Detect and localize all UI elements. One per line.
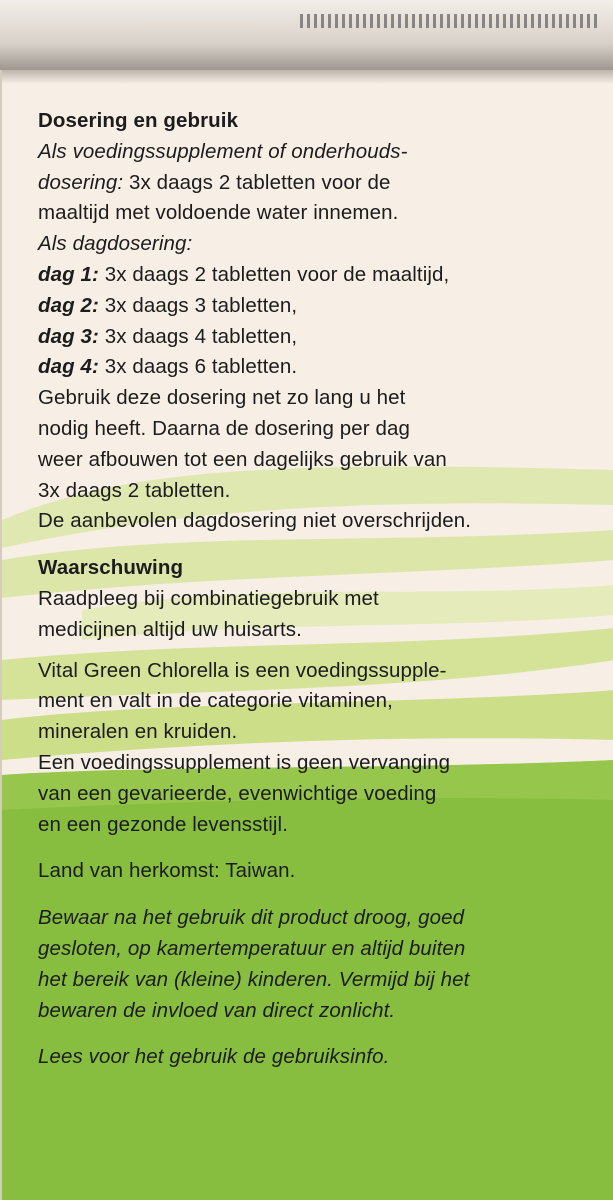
usage-line: Gebruik deze dosering net zo lang u het xyxy=(38,386,406,410)
supplement-text: 3x daags 2 tabletten voor de xyxy=(123,170,391,194)
warning-heading: Waarschuwing xyxy=(38,556,184,580)
supplement-line-1 xyxy=(38,137,598,168)
day-label: dag 3: xyxy=(38,324,99,348)
usage-line: 3x daags 2 tabletten. xyxy=(38,478,231,502)
day-text: 3x daags 4 tabletten, xyxy=(98,324,298,348)
storage-line: het bereik van (kleine) kinderen. Vermijd bij het xyxy=(38,967,470,991)
replacement-line: en een gezonde levensstijl. xyxy=(38,812,289,836)
storage-line: gesloten, op kamertemperatuur en altijd buiten xyxy=(38,936,466,960)
day-text: 3x daags 2 tabletten voor de maaltijd, xyxy=(98,262,450,286)
supplement-line-3: maaltijd met voldoende water innemen. xyxy=(38,201,399,225)
day-3-line xyxy=(38,322,598,353)
day-text: 3x daags 3 tabletten, xyxy=(98,293,298,317)
replacement-line: Een voedingssupplement is geen vervanging xyxy=(38,750,451,774)
category-line: Vital Green Chlorella is een voedingssupple- xyxy=(38,658,447,682)
supplement-line-2 xyxy=(38,168,598,199)
day-label: dag 1: xyxy=(38,262,99,286)
no-exceed-line: De aanbevolen dagdosering niet overschrijden. xyxy=(38,509,472,533)
day-4-line xyxy=(38,352,598,383)
storage-line: Bewaar na het gebruik dit product droog, goed xyxy=(38,906,465,930)
day-2-line xyxy=(38,291,598,322)
origin-line: Land van herkomst: Taiwan. xyxy=(38,859,296,883)
day-text: 3x daags 6 tabletten. xyxy=(98,355,298,379)
dosage-heading: Dosering en gebruik xyxy=(38,109,239,132)
panel-top-shadow xyxy=(2,70,613,84)
warning-line: Raadpleeg bij combinatiegebruik met xyxy=(38,586,379,610)
day-1-line xyxy=(38,260,598,291)
category-line: mineralen en kruiden. xyxy=(38,720,238,744)
day-label: dag 4: xyxy=(38,355,99,379)
read-info-line: Lees voor het gebruik de gebruiksinfo. xyxy=(38,1045,390,1069)
box-top-edge xyxy=(0,0,613,78)
product-info-text xyxy=(38,106,598,1073)
printed-edge-mark xyxy=(300,14,600,28)
supplement-label: Als voedingssupplement of onderhouds- xyxy=(38,139,408,163)
day-dosage-label: Als dagdosering: xyxy=(38,232,193,256)
day-label: dag 2: xyxy=(38,293,99,317)
supplement-label-cont: dosering: xyxy=(38,170,124,194)
category-line: ment en valt in de categorie vitaminen, xyxy=(38,689,393,713)
storage-line: bewaren de invloed van direct zonlicht. xyxy=(38,998,396,1022)
replacement-line: van een gevarieerde, evenwichtige voeding xyxy=(38,781,437,805)
usage-line: weer afbouwen tot een dagelijks gebruik van xyxy=(38,447,447,471)
warning-line: medicijnen altijd uw huisarts. xyxy=(38,617,302,641)
usage-line: nodig heeft. Daarna de dosering per dag xyxy=(38,416,411,440)
